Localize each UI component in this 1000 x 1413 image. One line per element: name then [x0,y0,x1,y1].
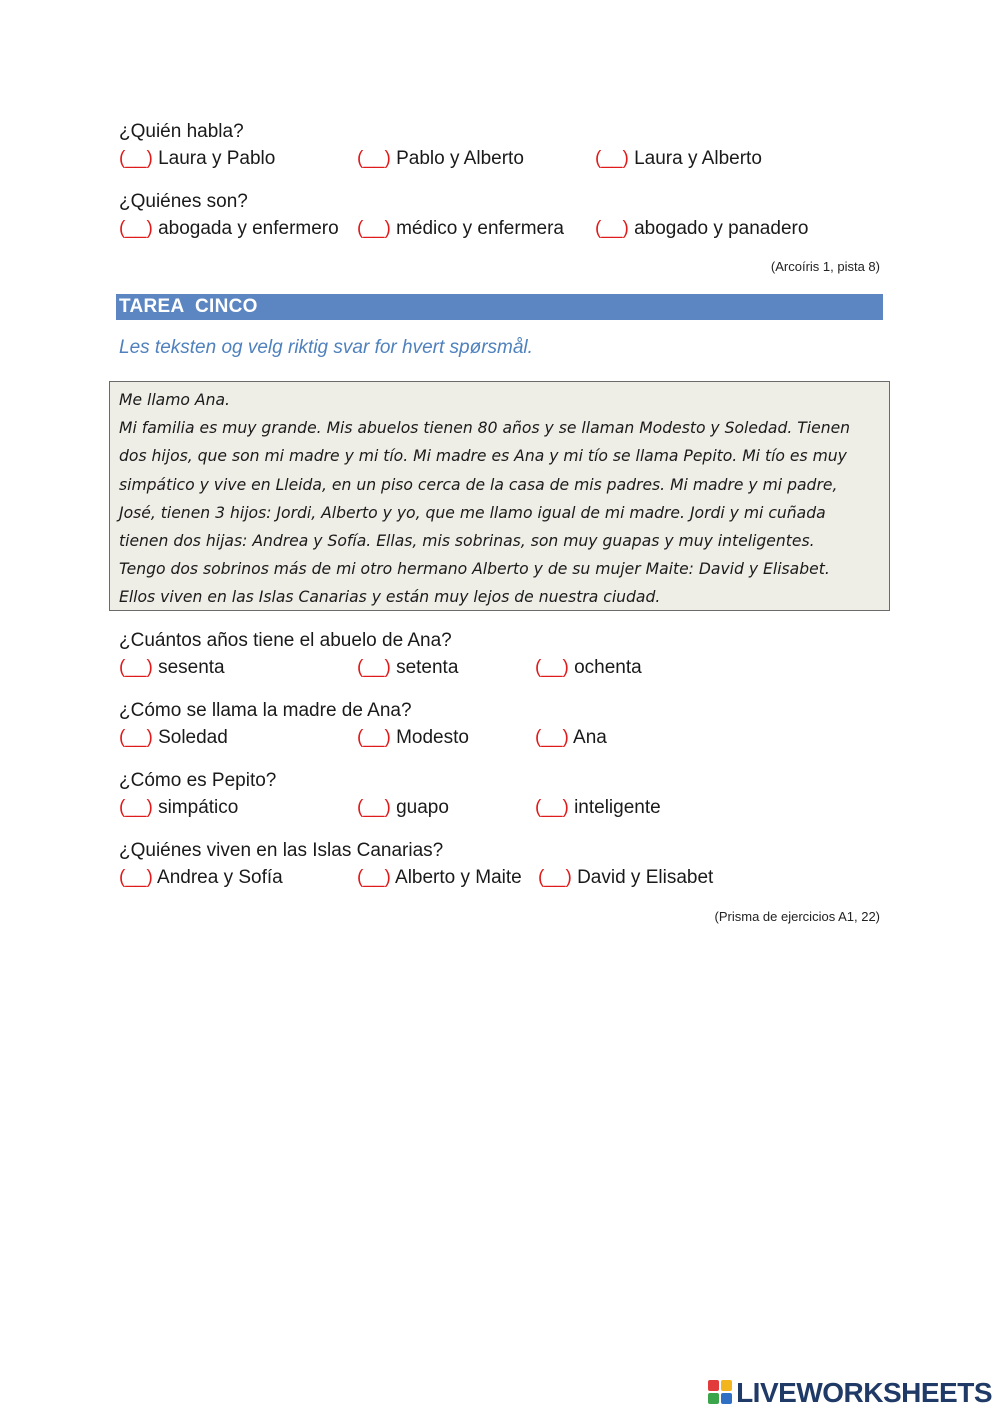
reading-line: José, tienen 3 hijos: Jordi, Alberto y yo, que me llamo igual de mi madre. Jordi y mi cuñada [119,503,826,522]
answer-blank[interactable]: (__) [357,218,391,239]
option-simpatico [119,796,238,820]
option-abogado-panadero [595,217,808,241]
answer-blank[interactable]: (__) [119,797,153,818]
option-andrea-sofia [119,866,283,890]
option-laura-alberto [595,147,762,171]
answer-blank[interactable]: (__) [357,727,391,748]
task-instruction: Les teksten og velg riktig svar for hvert spørsmål. [119,337,533,358]
option-label: Alberto y Maite [395,867,522,888]
source-citation: (Arcoíris 1, pista 8) [770,259,880,274]
reading-line: Me llamo Ana. [119,391,230,409]
answer-blank[interactable]: (__) [595,218,629,239]
question-who-speaks: ¿Quién habla? [119,121,244,142]
option-label: Soledad [158,727,228,748]
option-label: setenta [396,657,459,678]
option-modesto [357,726,469,750]
reading-line: Tengo dos sobrinos más de mi otro hermano Alberto y de su mujer Maite: David y Elisabet. [119,560,830,579]
answer-blank[interactable]: (__) [535,797,569,818]
reading-text-box [109,381,890,611]
source-citation: (Prisma de ejercicios A1, 22) [714,909,880,924]
answer-blank[interactable]: (__) [357,797,391,818]
option-sesenta [119,656,225,680]
answer-blank[interactable]: (__) [119,657,153,678]
option-label: Andrea y Sofía [157,867,283,888]
question-mother-name: ¿Cómo se llama la madre de Ana? [119,700,412,721]
reading-line: tienen dos hijas: Andrea y Sofía. Ellas, mis sobrinas, son muy guapas y muy inteligentes. [119,532,815,551]
option-label: Pablo y Alberto [396,148,524,169]
option-david-elisabet [538,866,713,890]
option-pablo-alberto [357,147,524,171]
task-title-bar: TAREA CINCO [116,294,883,320]
option-label: Modesto [396,727,469,748]
option-label: médico y enfermera [396,218,564,239]
option-label: abogado y panadero [634,218,809,239]
option-label: Ana [573,727,607,748]
answer-blank[interactable]: (__) [535,727,569,748]
answer-blank[interactable]: (__) [595,148,629,169]
option-label: David y Elisabet [577,867,714,888]
answer-blank[interactable]: (__) [119,218,153,239]
option-guapo [357,796,449,820]
answer-blank[interactable]: (__) [119,148,153,169]
answer-blank[interactable]: (__) [119,867,153,888]
question-pepito: ¿Cómo es Pepito? [119,770,277,791]
option-label: Laura y Pablo [158,148,276,169]
reading-line: Mi familia es muy grande. Mis abuelos tienen 80 años y se llaman Modesto y Soledad. Tienen [119,419,851,438]
option-laura-pablo [119,147,275,171]
option-abogada-enfermero [119,217,339,241]
option-label: Laura y Alberto [634,148,762,169]
reading-line: simpático y vive en Lleida, en un piso cerca de la casa de mis padres. Mi madre y mi padre, [119,475,838,494]
question-canarias: ¿Quiénes viven en las Islas Canarias? [119,840,444,861]
question-who-are-they: ¿Quiénes son? [119,191,248,212]
option-alberto-maite [357,866,522,890]
option-label: simpático [158,797,239,818]
option-soledad [119,726,228,750]
liveworksheets-logo [708,1378,992,1408]
answer-blank[interactable]: (__) [538,867,572,888]
option-ochenta [535,656,642,680]
answer-blank[interactable]: (__) [119,727,153,748]
question-grandfather-age: ¿Cuántos años tiene el abuelo de Ana? [119,630,452,651]
option-inteligente [535,796,661,820]
option-label: sesenta [158,657,225,678]
reading-line: dos hijos, que son mi madre y mi tío. Mi madre es Ana y mi tío se llama Pepito. Mi tío es muy [119,447,847,466]
answer-blank[interactable]: (__) [357,148,391,169]
liveworksheets-logo-icon [708,1380,734,1406]
answer-blank[interactable]: (__) [357,657,391,678]
option-medico-enfermera [357,217,564,241]
option-label: abogada y enfermero [158,218,339,239]
option-label: inteligente [574,797,661,818]
answer-blank[interactable]: (__) [357,867,391,888]
option-label: guapo [396,797,449,818]
option-setenta [357,656,458,680]
answer-blank[interactable]: (__) [535,657,569,678]
reading-line: Ellos viven en las Islas Canarias y están muy lejos de nuestra ciudad. [119,588,661,607]
option-ana [535,726,607,750]
option-label: ochenta [574,657,642,678]
liveworksheets-logo-text: LIVEWORKSHEETS [736,1377,992,1408]
